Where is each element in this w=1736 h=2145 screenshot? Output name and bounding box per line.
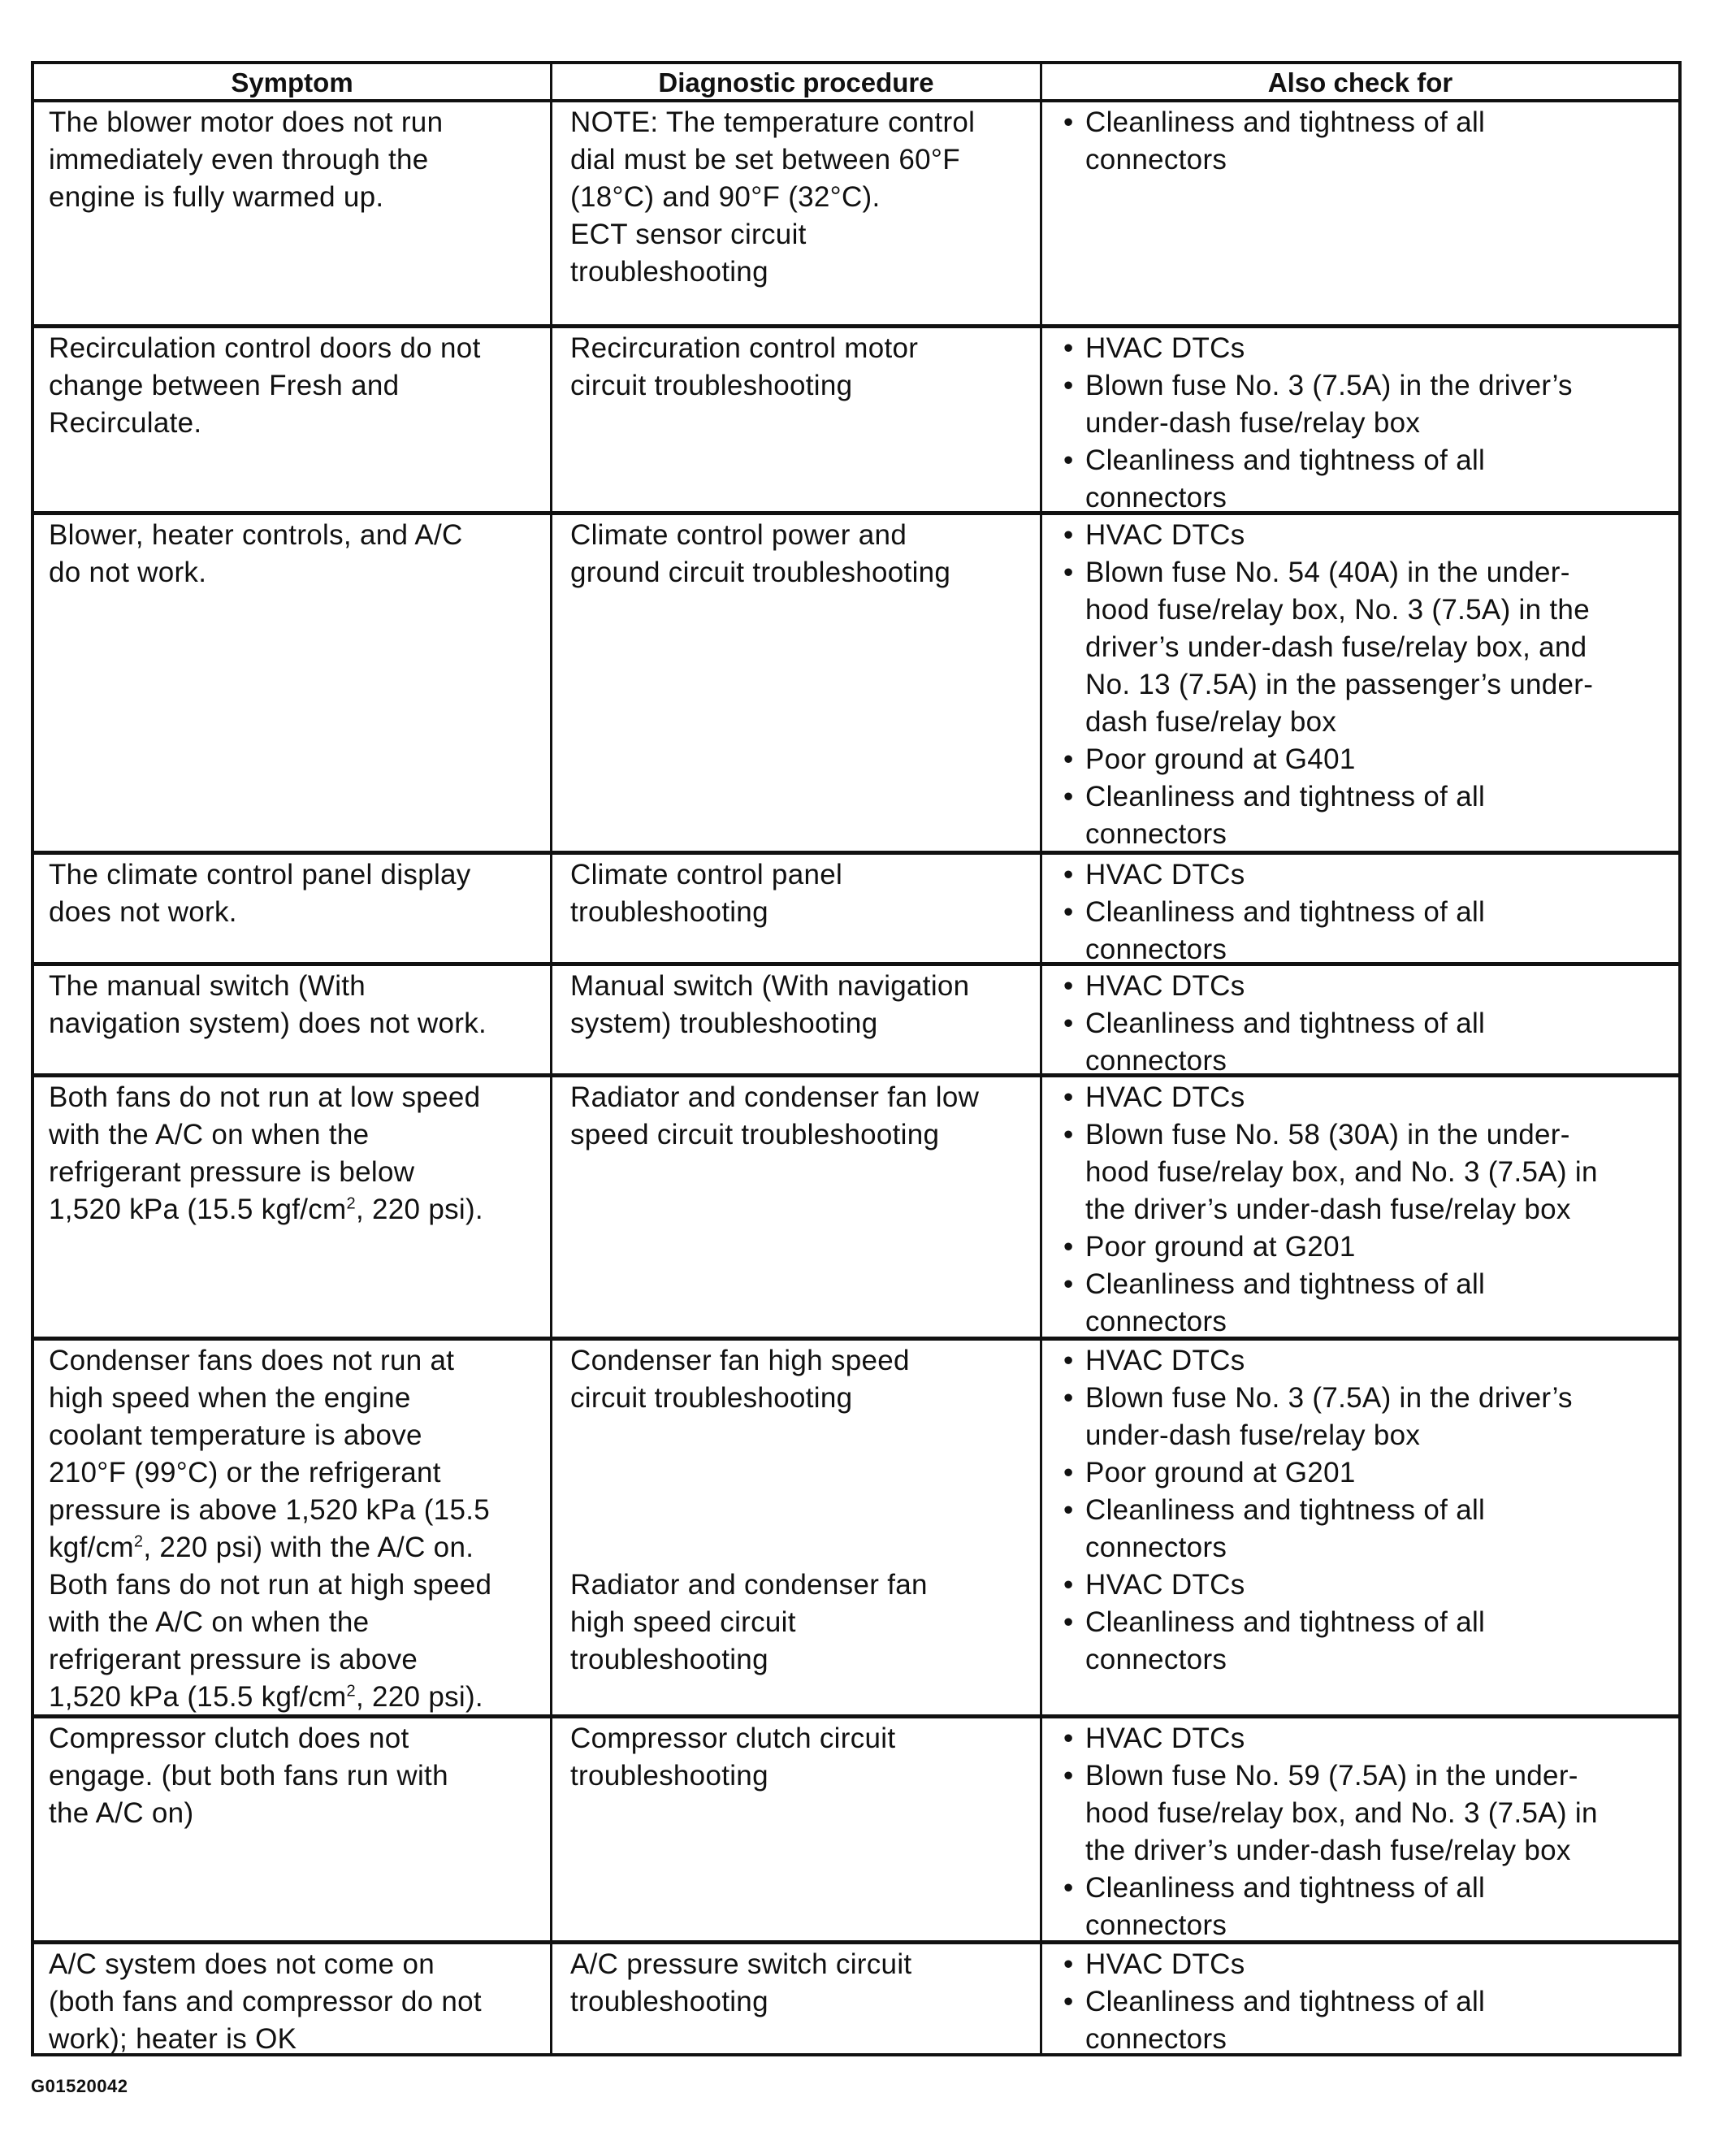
procedure-text: speed circuit troubleshooting bbox=[570, 1119, 940, 1150]
procedure-cell bbox=[552, 966, 1040, 1073]
procedure-text: troubleshooting bbox=[570, 896, 768, 928]
check-item bbox=[1057, 1983, 1670, 2056]
check-item bbox=[1057, 741, 1670, 778]
check-text: connectors bbox=[1085, 1532, 1227, 1563]
check-text: Cleanliness and tightness of all bbox=[1085, 896, 1486, 928]
check-text: connectors bbox=[1085, 1644, 1227, 1675]
table-row bbox=[34, 102, 1678, 328]
check-text: Cleanliness and tightness of all bbox=[1085, 444, 1486, 476]
symptom-cell bbox=[34, 515, 550, 851]
symptom-text: Recirculation control doors do not bbox=[49, 332, 481, 364]
bullet-icon: • bbox=[1063, 519, 1074, 551]
check-item bbox=[1057, 1604, 1670, 1679]
check-item bbox=[1057, 554, 1670, 741]
check-text: Cleanliness and tightness of all bbox=[1085, 1494, 1486, 1526]
symptom-text: refrigerant pressure is below bbox=[49, 1156, 415, 1188]
check-text: connectors bbox=[1085, 2023, 1227, 2055]
procedure-text: circuit troubleshooting bbox=[570, 370, 853, 401]
check-item bbox=[1057, 442, 1670, 511]
check-item bbox=[1057, 778, 1670, 851]
check-item bbox=[1057, 104, 1670, 179]
symptom-cell bbox=[34, 1077, 550, 1337]
bullet-icon: • bbox=[1063, 1494, 1074, 1526]
symptom-text: Recirculate. bbox=[49, 407, 202, 439]
bullet-icon: • bbox=[1063, 1119, 1074, 1150]
symptom-text: A/C system does not come on bbox=[49, 1948, 435, 1980]
table-row bbox=[34, 1341, 1678, 1718]
procedure-text: Manual switch (With navigation bbox=[570, 970, 970, 1002]
symptom-text: (both fans and compressor do not bbox=[49, 1986, 482, 2017]
symptom-text: 1,520 kPa (15.5 kgf/$cm^2$, 220 psi). bbox=[49, 1194, 483, 1225]
symptom-text: navigation system) does not work. bbox=[49, 1008, 487, 1039]
check-text: HVAC DTCs bbox=[1085, 1081, 1245, 1113]
procedure-text: Climate control panel bbox=[570, 859, 843, 890]
check-text: Cleanliness and tightness of all bbox=[1085, 1986, 1486, 2017]
bullet-icon: • bbox=[1063, 1081, 1074, 1113]
check-cell bbox=[1042, 1718, 1678, 1940]
check-text: Blown fuse No. 3 (7.5A) in the driver’s bbox=[1085, 370, 1573, 401]
bullet-icon: • bbox=[1063, 1382, 1074, 1414]
procedure-text: NOTE: The temperature control bbox=[570, 106, 976, 138]
bullet-icon: • bbox=[1063, 1231, 1074, 1263]
symptom-cell bbox=[34, 328, 550, 511]
symptom-text: Both fans do not run at high speed bbox=[49, 1569, 492, 1601]
check-item bbox=[1057, 968, 1670, 1005]
check-text: dash fuse/relay box bbox=[1085, 706, 1337, 738]
check-text: Cleanliness and tightness of all bbox=[1085, 781, 1486, 812]
symptom-text: with the A/C on when the bbox=[49, 1606, 370, 1638]
check-text: under-dash fuse/relay box bbox=[1085, 407, 1421, 439]
table-row bbox=[34, 328, 1678, 515]
procedure-text: ECT sensor circuit bbox=[570, 219, 807, 250]
check-list bbox=[1057, 330, 1670, 511]
check-text: HVAC DTCs bbox=[1085, 970, 1245, 1002]
bullet-icon: • bbox=[1063, 1986, 1074, 2017]
table-row bbox=[34, 1718, 1678, 1944]
bullet-icon: • bbox=[1063, 1948, 1074, 1980]
check-list bbox=[1057, 1079, 1670, 1337]
bullet-icon: • bbox=[1063, 332, 1074, 364]
check-list bbox=[1057, 517, 1670, 851]
check-text: HVAC DTCs bbox=[1085, 1569, 1245, 1601]
check-text: No. 13 (7.5A) in the passenger’s under- bbox=[1085, 669, 1594, 700]
check-text: under-dash fuse/relay box bbox=[1085, 1419, 1421, 1451]
check-text: Blown fuse No. 3 (7.5A) in the driver’s bbox=[1085, 1382, 1573, 1414]
table-row bbox=[34, 855, 1678, 966]
check-item bbox=[1057, 1005, 1670, 1073]
procedure-cell bbox=[552, 1077, 1040, 1337]
symptom-text: high speed when the engine bbox=[49, 1382, 411, 1414]
check-cell bbox=[1042, 1341, 1678, 1714]
check-list bbox=[1057, 1946, 1670, 2056]
symptom-text: The manual switch (With bbox=[49, 970, 366, 1002]
check-item bbox=[1057, 856, 1670, 894]
table-row bbox=[34, 1077, 1678, 1341]
bullet-icon: • bbox=[1063, 1760, 1074, 1792]
procedure-text: dial must be set between 60°F bbox=[570, 144, 960, 176]
symptom-text: 1,520 kPa (15.5 kgf/$cm^2$, 220 psi). bbox=[49, 1681, 483, 1713]
symptom-text: 210°F (99°C) or the refrigerant bbox=[49, 1457, 441, 1488]
check-text: HVAC DTCs bbox=[1085, 332, 1245, 364]
procedure-cell bbox=[552, 1341, 1040, 1714]
figure-code: G01520042 bbox=[31, 2076, 128, 2096]
check-list bbox=[1057, 1342, 1670, 1679]
check-text: Blown fuse No. 58 (30A) in the under- bbox=[1085, 1119, 1570, 1150]
check-text: Poor ground at G201 bbox=[1085, 1457, 1356, 1488]
check-item bbox=[1057, 517, 1670, 554]
procedure-cell bbox=[552, 855, 1040, 962]
bullet-icon: • bbox=[1063, 970, 1074, 1002]
check-item bbox=[1057, 1454, 1670, 1492]
symptom-text: The climate control panel display bbox=[49, 859, 471, 890]
check-item bbox=[1057, 1870, 1670, 1940]
check-text: connectors bbox=[1085, 144, 1227, 176]
check-text: the driver’s under-dash fuse/relay box bbox=[1085, 1835, 1571, 1866]
symptom-cell bbox=[34, 102, 550, 324]
check-text: Blown fuse No. 59 (7.5A) in the under- bbox=[1085, 1760, 1578, 1792]
procedure-text: Compressor clutch circuit bbox=[570, 1722, 896, 1754]
check-item bbox=[1057, 1228, 1670, 1266]
check-text: HVAC DTCs bbox=[1085, 519, 1245, 551]
symptom-text: does not work. bbox=[49, 896, 237, 928]
symptom-text: engine is fully warmed up. bbox=[49, 181, 384, 213]
symptom-text: with the A/C on when the bbox=[49, 1119, 370, 1150]
symptom-text: Compressor clutch does not bbox=[49, 1722, 409, 1754]
header-diagnostic-procedure: Diagnostic procedure bbox=[658, 67, 934, 98]
procedure-cell bbox=[552, 328, 1040, 511]
bullet-icon: • bbox=[1063, 743, 1074, 775]
check-item bbox=[1057, 367, 1670, 442]
check-list bbox=[1057, 104, 1670, 179]
check-item bbox=[1057, 1492, 1670, 1566]
symptom-cell bbox=[34, 855, 550, 962]
check-text: connectors bbox=[1085, 1909, 1227, 1940]
check-text: connectors bbox=[1085, 1306, 1227, 1337]
symptom-text: Both fans do not run at low speed bbox=[49, 1081, 481, 1113]
check-cell bbox=[1042, 328, 1678, 511]
check-text: connectors bbox=[1085, 934, 1227, 962]
check-item bbox=[1057, 1342, 1670, 1380]
bullet-icon: • bbox=[1063, 557, 1074, 588]
bullet-icon: • bbox=[1063, 1606, 1074, 1638]
check-text: Cleanliness and tightness of all bbox=[1085, 106, 1486, 138]
check-text: HVAC DTCs bbox=[1085, 1722, 1245, 1754]
check-item bbox=[1057, 1720, 1670, 1757]
procedure-text: ground circuit troubleshooting bbox=[570, 557, 951, 588]
procedure-text: Radiator and condenser fan low bbox=[570, 1081, 980, 1113]
symptom-text: coolant temperature is above bbox=[49, 1419, 422, 1451]
procedure-text: Recircuration control motor bbox=[570, 332, 919, 364]
check-item bbox=[1057, 1946, 1670, 1983]
check-cell bbox=[1042, 855, 1678, 962]
bullet-icon: • bbox=[1063, 896, 1074, 928]
table-header bbox=[34, 64, 1678, 102]
check-item bbox=[1057, 1079, 1670, 1116]
bullet-icon: • bbox=[1063, 106, 1074, 138]
check-text: hood fuse/relay box, and No. 3 (7.5A) in bbox=[1085, 1797, 1598, 1829]
procedure-text: system) troubleshooting bbox=[570, 1008, 878, 1039]
symptom-text: pressure is above 1,520 kPa (15.5 bbox=[49, 1494, 491, 1526]
check-item bbox=[1057, 1266, 1670, 1337]
bullet-icon: • bbox=[1063, 1008, 1074, 1039]
procedure-text: Climate control power and bbox=[570, 519, 907, 551]
check-text: Cleanliness and tightness of all bbox=[1085, 1268, 1486, 1300]
bullet-icon: • bbox=[1063, 1569, 1074, 1601]
check-text: connectors bbox=[1085, 818, 1227, 850]
table-row bbox=[34, 966, 1678, 1077]
check-list bbox=[1057, 1720, 1670, 1940]
check-text: connectors bbox=[1085, 1045, 1227, 1073]
troubleshooting-table bbox=[31, 61, 1682, 2056]
symptom-text: engage. (but both fans run with bbox=[49, 1760, 448, 1792]
symptom-cell bbox=[34, 966, 550, 1073]
header-also-check-for: Also check for bbox=[1267, 67, 1453, 98]
symptom-cell bbox=[34, 1718, 550, 1940]
check-text: Blown fuse No. 54 (40A) in the under- bbox=[1085, 557, 1570, 588]
table-row bbox=[34, 515, 1678, 855]
symptom-text: immediately even through the bbox=[49, 144, 429, 176]
procedure-text: troubleshooting bbox=[570, 1644, 768, 1675]
procedure-cell bbox=[552, 515, 1040, 851]
check-item bbox=[1057, 1566, 1670, 1604]
symptom-text: Condenser fans does not run at bbox=[49, 1345, 455, 1376]
procedure-text: troubleshooting bbox=[570, 1986, 768, 2017]
symptom-text: The blower motor does not run bbox=[49, 106, 444, 138]
check-cell bbox=[1042, 1944, 1678, 2056]
symptom-text: kgf/$cm^2$, 220 psi) with the A/C on. bbox=[49, 1532, 474, 1563]
check-cell bbox=[1042, 966, 1678, 1073]
bullet-icon: • bbox=[1063, 1268, 1074, 1300]
symptom-text: do not work. bbox=[49, 557, 207, 588]
bullet-icon: • bbox=[1063, 859, 1074, 890]
check-cell bbox=[1042, 102, 1678, 324]
check-text: driver’s under-dash fuse/relay box, and bbox=[1085, 631, 1587, 663]
procedure-cell bbox=[552, 102, 1040, 324]
bullet-icon: • bbox=[1063, 1345, 1074, 1376]
procedure-text: (18°C) and 90°F (32°C). bbox=[570, 181, 881, 213]
check-item bbox=[1057, 330, 1670, 367]
check-text: hood fuse/relay box, No. 3 (7.5A) in the bbox=[1085, 594, 1590, 626]
bullet-icon: • bbox=[1063, 444, 1074, 476]
check-item bbox=[1057, 1116, 1670, 1228]
check-text: connectors bbox=[1085, 482, 1227, 511]
bullet-icon: • bbox=[1063, 1722, 1074, 1754]
check-text: hood fuse/relay box, and No. 3 (7.5A) in bbox=[1085, 1156, 1598, 1188]
procedure-cell bbox=[552, 1944, 1040, 2056]
check-item bbox=[1057, 1757, 1670, 1870]
check-list bbox=[1057, 968, 1670, 1073]
check-text: HVAC DTCs bbox=[1085, 1948, 1245, 1980]
check-text: Cleanliness and tightness of all bbox=[1085, 1872, 1486, 1904]
check-text: Poor ground at G201 bbox=[1085, 1231, 1356, 1263]
symptom-text: work); heater is OK bbox=[49, 2023, 297, 2055]
check-item bbox=[1057, 894, 1670, 962]
symptom-text: Blower, heater controls, and A/C bbox=[49, 519, 463, 551]
check-item bbox=[1057, 1380, 1670, 1454]
bullet-icon: • bbox=[1063, 1457, 1074, 1488]
procedure-text: troubleshooting bbox=[570, 256, 768, 288]
procedure-text: high speed circuit bbox=[570, 1606, 796, 1638]
symptom-text: refrigerant pressure is above bbox=[49, 1644, 418, 1675]
procedure-text: Radiator and condenser fan bbox=[570, 1569, 928, 1601]
bullet-icon: • bbox=[1063, 781, 1074, 812]
check-text: HVAC DTCs bbox=[1085, 1345, 1245, 1376]
procedure-cell bbox=[552, 1718, 1040, 1940]
check-text: HVAC DTCs bbox=[1085, 859, 1245, 890]
procedure-text: troubleshooting bbox=[570, 1760, 768, 1792]
symptom-text: change between Fresh and bbox=[49, 370, 400, 401]
check-list bbox=[1057, 856, 1670, 962]
symptom-cell bbox=[34, 1341, 550, 1714]
bullet-icon: • bbox=[1063, 1872, 1074, 1904]
check-text: the driver’s under-dash fuse/relay box bbox=[1085, 1194, 1571, 1225]
check-cell bbox=[1042, 1077, 1678, 1337]
symptom-text: the A/C on) bbox=[49, 1797, 194, 1829]
procedure-text: A/C pressure switch circuit bbox=[570, 1948, 912, 1980]
table-row bbox=[34, 1944, 1678, 2056]
bullet-icon: • bbox=[1063, 370, 1074, 401]
check-text: Cleanliness and tightness of all bbox=[1085, 1008, 1486, 1039]
check-text: Poor ground at G401 bbox=[1085, 743, 1356, 775]
procedure-text: Condenser fan high speed bbox=[570, 1345, 910, 1376]
check-cell bbox=[1042, 515, 1678, 851]
symptom-cell bbox=[34, 1944, 550, 2056]
header-symptom: Symptom bbox=[231, 67, 353, 98]
procedure-text: circuit troubleshooting bbox=[570, 1382, 853, 1414]
check-text: Cleanliness and tightness of all bbox=[1085, 1606, 1486, 1638]
